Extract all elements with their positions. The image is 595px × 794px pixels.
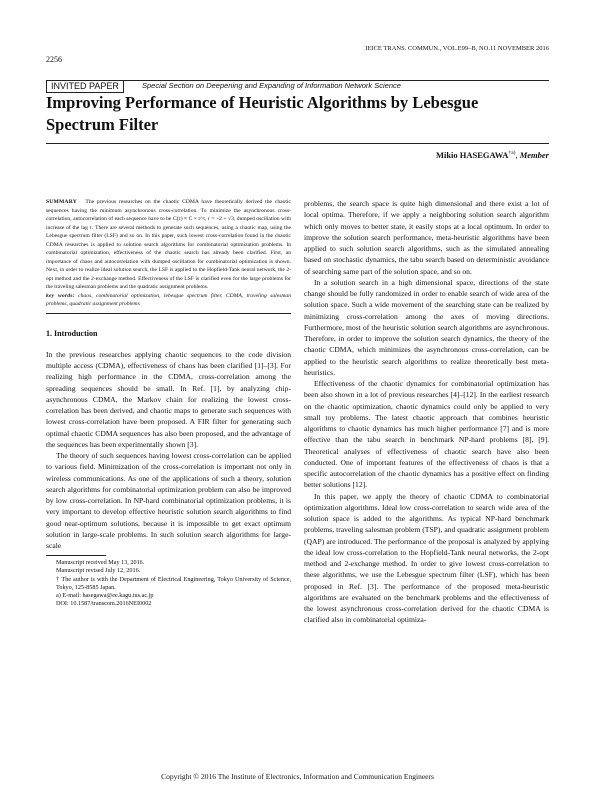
journal-header: IEICE TRANS. COMMUN., VOL.E99–B, NO.11 NOVEMBER 2016 <box>365 45 549 52</box>
footnote-doi: DOI: 10.1587/transcom.2016NEI0002 <box>56 600 152 608</box>
footnote-revised: Manuscript revised July 12, 2016. <box>56 567 141 575</box>
paragraph: In a solution search in a high dimensional space, directions of the state change should be fully randomized in order to enable search of wide area of the solution space. Such a wide movement of the searching state can be realized by minimizing cross-correlation among the axes of moving directions. Furthermore, most of the heuristic solution search algorithms are asynchronous. Therefore, in order to improve the solution search dynamics, the theory of the chaotic CDMA, which minimizes the asynchronous cross-correlation, can be applied to the heuristic search algorithms to realize theoretically best meta-heuristics. <box>304 277 549 377</box>
paragraph: In this paper, we apply the theory of chaotic CDMA to combinatorial optimization algorithms. Ideal low cross-correlation to search wide area of the solution space is added to the algorithms. As typical NP-hard benchmark problems, traveling salesman problem (TSP), and quadratic assignment problem (QAP) are introduced. The performance of the proposal is analyzed by applying the ideal low cross-correlation to the Hopfield-Tank neural networks, the 2-opt method and 2-exchange method. In order to give lowest cross-correlation to these algorithms, we use the Lebesgue spectrum filter (LSF), which has been proposed in Ref. [3]. The performance of the proposed meta-heuristic algorithms are evaluated on the benchmark problems and the effectiveness of the lowest asynchronous cross-correlation derived for the chaotic CDMA is clarified also in combinatorial optimiza- <box>304 491 549 625</box>
paragraph: In the previous researches applying chaotic sequences to the code division multiple access (CDMA), effectiveness of chaos has been clarified [1]–[3]. For realizing high performance in the CDMA, cross-correlation among the spreading sequences should be small. In Ref. [1], by analyzing chip-asynchronous CDMA, the Markov chain for realizing the lowest cross-correlation has been derived, and chaotic maps to generate such sequences with lowest cross-correlation have been proposed. A FIR filter for generating such optimal chaotic CDMA sequences has also been proposed, and the advantage of the sequences has been experimentally shown [3]. <box>46 349 291 449</box>
abstract-text: The previous researches on the chaotic CDMA have theoretically derived the chaotic sequences having the minimum asynchronous cross-correlation. To minimize the asynchronous cross-correlation, autocorrelation of each sequence have to be C(τ) ≈ C × r^τ, r = −2 + √3, dumped oscillation with increase of the lag τ. There are several methods to generate such sequences, using a chaotic map, using the Lebesgue spectrum filter (LSF) and so on. In this paper, such lowest cross-correlation found in the chaotic CDMA researches is applied to solution search algorithms for combinatorial optimization problems. In combinatorial optimization, effectiveness of the chaotic search has already been clarified. First, an importance of chaos and autocorrelation with dumped oscillation for combinatorial optimization is shown. Next, in order to realize ideal solution search, the LSF is applied to the Hopfield-Tank neural network, the 2-opt method and the 2-exchange method. Effectiveness of the LSF is clarified even for the large problems for the traveling salesman problems and the quadratic assignment problems. <box>46 199 291 290</box>
section-heading-introduction: 1. Introduction <box>46 328 98 338</box>
author-mark: †a) <box>508 150 516 157</box>
paragraph: The theory of such sequences having lowest cross-correlation can be applied to various field. Minimization of the cross-correlation is important not only in wireless communications. As one of the applications of such a theory, solution search algorithms for combinatorial optimization problem can also be improved by low cross-correlation. In NP-hard combinatorial optimization problems, it is very important to develop effective heuristic solution search algorithms to find good near-optimum solutions, because it is impossible to get exact optimum solution in large-scale problems. In such solution search algorithms for large-scale <box>46 451 291 550</box>
author-name: Mikio HASEGAWA <box>435 150 509 160</box>
footnote-rule <box>46 555 106 556</box>
abstract-label: SUMMARY <box>46 199 78 205</box>
keywords-label: key words: <box>46 292 75 299</box>
left-column <box>46 198 291 608</box>
abstract <box>46 198 291 309</box>
paragraph: Effectiveness of the chaotic dynamics for combinatorial optimization has been also shown in a lot of previous researches [4]–[12]. In the earliest research on the chaotic optimization, chaotic dynamics could only be applied to very small toy problems. The latest chaotic approach that combines heuristic algorithms to chaotic dynamics has much higher performance [7] and is more effective than the tabu search in benchmark NP-hard problems [8], [9]. Theoretical analyses of effectiveness of chaotic search have also been conducted. One of important features of the effectiveness of chaos is that a specific autocorrelation of the chaotic dynamics has a positive effect on finding better solutions [12]. <box>304 379 549 490</box>
page-number: 2256 <box>46 55 62 64</box>
paper-type-badge: INVITED PAPER <box>46 80 124 93</box>
footnote-affiliation: † The author is with the Department of Electrical Engineering, Tokyo University of Science, Tokyo, 125-8585 Japan. <box>56 575 291 591</box>
author-role: Member <box>519 150 549 160</box>
special-section-label: Special Section on Deepening and Expanding of Information Network Science <box>142 81 401 90</box>
author-line: Mikio HASEGAWA$^{\dagger a)}$, Member <box>435 150 549 160</box>
abstract-rule <box>46 313 291 314</box>
footnote-received: Manuscript received May 13, 2016. <box>56 559 145 567</box>
footnote-email: a) E-mail: hasegawa@ee.kagu.tus.ac.jp <box>56 592 154 600</box>
copyright-notice: Copyright © 2016 The Institute of Electronics, Information and Communication Engineers <box>161 772 434 781</box>
right-column <box>304 198 549 626</box>
paper-title: Improving Performance of Heuristic Algorithms by Lebesgue Spectrum Filter <box>46 93 479 134</box>
keywords <box>46 292 291 309</box>
paragraph: problems, the search space is quite high dimensional and there exist a lot of local optima. Therefore, if we apply a neighboring solution search algorithm which only moves to better state, it easily stops at a local optimum. In order to improve the solution search performance, meta-heuristic algorithms have been applied to such solution search algorithms, such as the simulated annealing based on stochastic dynamics, the tabu search based on deterministic avoidance of searching same part of the solution space, and so on. <box>304 199 549 276</box>
keywords-text: chaos, combinatorial optimization, lebesgue spectrum filter, CDMA, traveling salesman problems, quadratic assignment problems <box>46 292 292 307</box>
title-rule <box>46 143 549 144</box>
